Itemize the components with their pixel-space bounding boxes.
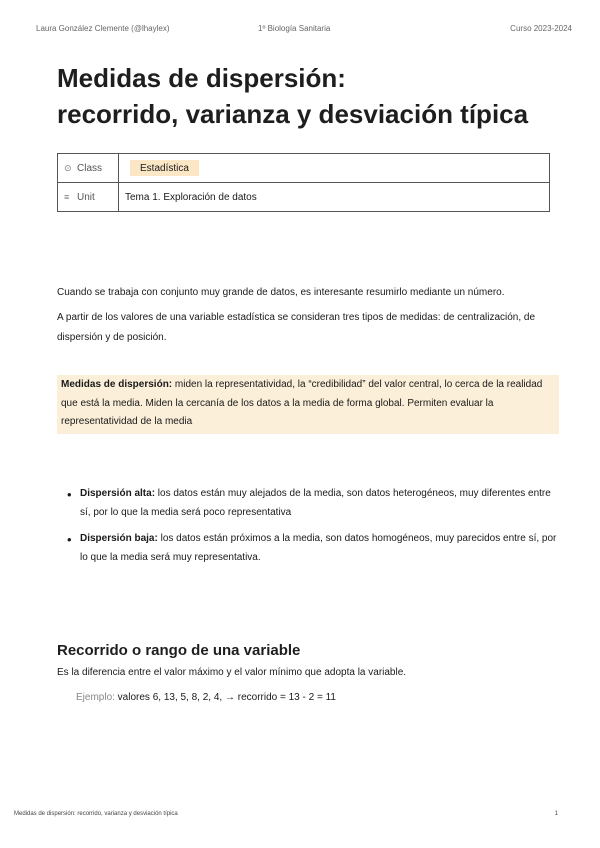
bullet-text: los datos están muy alejados de la media, son datos heterogéneos, muy diferentes entre sí, por lo que la media será poco representativa bbox=[80, 488, 551, 518]
footer-title: Medidas de dispersión: recorrido, varianza y desviación típica bbox=[14, 811, 178, 817]
property-key-label: Class bbox=[77, 162, 103, 174]
intro-paragraph-2: A partir de los valores de una variable estadística se consideran tres tipos de medidas: de centralización, de dispersión y de posición. bbox=[57, 312, 536, 343]
property-key bbox=[58, 154, 119, 183]
callout-box bbox=[57, 375, 559, 434]
properties-table bbox=[57, 153, 550, 212]
section-text: Es la diferencia entre el valor máximo y el valor mínimo que adopta la variable. bbox=[57, 667, 407, 678]
page-number: 1 bbox=[554, 811, 558, 817]
class-tag[interactable]: Estadística bbox=[130, 160, 199, 176]
bullet-icon: • bbox=[67, 532, 72, 547]
header-course: 1º Biología Sanitaria bbox=[258, 24, 331, 33]
page-title-line-1: Medidas de dispersión: bbox=[57, 63, 346, 93]
property-value: Tema 1. Exploración de datos bbox=[119, 183, 550, 212]
bullet-list bbox=[60, 485, 560, 575]
text-lines-icon: ≡ bbox=[64, 191, 70, 202]
class-icon: ⊙ bbox=[64, 162, 72, 173]
bullet-bold: Dispersión baja: bbox=[80, 533, 158, 544]
section-heading: Recorrido o rango de una variable bbox=[57, 642, 301, 659]
bullet-bold: Dispersión alta: bbox=[80, 488, 156, 499]
intro-paragraph-1: Cuando se trabaja con conjunto muy grande de datos, es interesante resumirlo mediante un número. bbox=[57, 287, 505, 298]
example-line bbox=[76, 688, 336, 708]
callout-bold: Medidas de dispersión: bbox=[61, 379, 173, 390]
property-value bbox=[119, 154, 550, 183]
bullet-icon: • bbox=[67, 487, 72, 502]
header-year: Curso 2023-2024 bbox=[510, 24, 572, 33]
example-label: Ejemplo: bbox=[76, 692, 115, 703]
property-key bbox=[58, 183, 119, 212]
list-item bbox=[60, 530, 560, 567]
callout-text: miden la representatividad, la “credibilidad” del valor central, lo cerca de la realidad que está la media. Miden la cercanía de los datos a la media de forma global. Permiten evaluar la representatividad de la media bbox=[61, 379, 543, 427]
bullet-text: los datos están próximos a la media, son datos homogéneos, muy parecidos entre sí, por lo que la media será muy representativa. bbox=[80, 533, 557, 563]
list-item bbox=[60, 485, 560, 522]
property-row-class bbox=[58, 154, 550, 183]
page-title-line-2: recorrido, varianza y desviación típica bbox=[57, 99, 529, 129]
property-key-label: Unit bbox=[77, 191, 95, 203]
page-title bbox=[57, 60, 577, 132]
property-row-unit bbox=[58, 183, 550, 212]
example-text: valores 6, 13, 5, 8, 2, 4, → recorrido = 13 - 2 = 11 bbox=[114, 692, 336, 703]
header-author: Laura González Clemente (@lhaylex) bbox=[36, 24, 170, 33]
